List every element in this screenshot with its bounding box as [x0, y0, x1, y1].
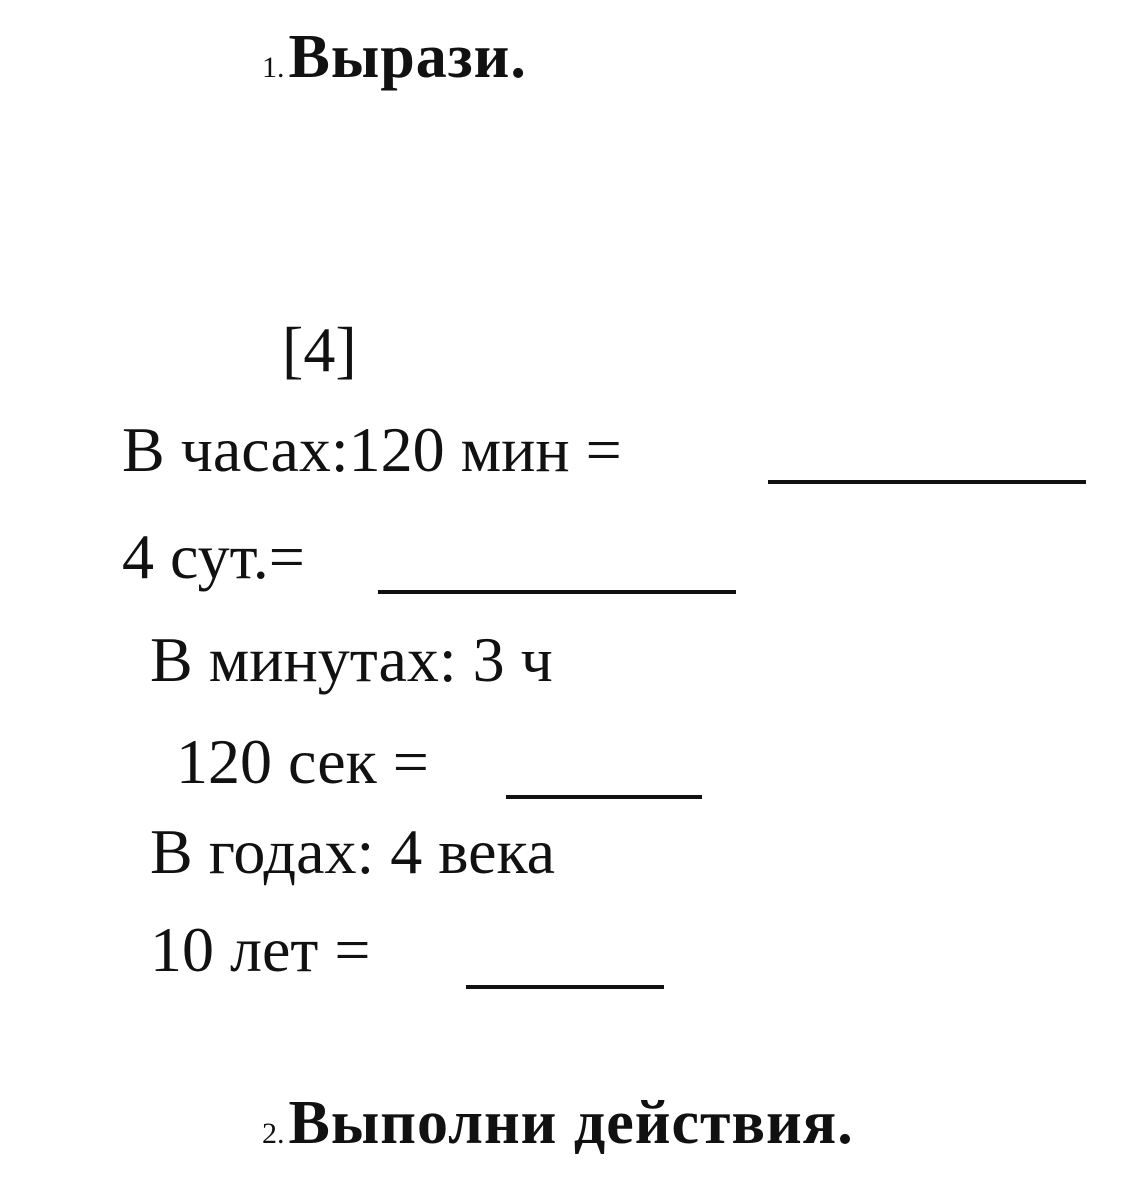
- task-1-title: Вырази.: [288, 23, 527, 91]
- years-extra-text: 10 лет =: [150, 914, 371, 985]
- task-2-heading: [262, 1088, 854, 1159]
- points-label: [4]: [282, 314, 357, 385]
- task-1-number: 1.: [262, 51, 285, 84]
- years-conversion-text: В годах: 4 века: [150, 816, 556, 887]
- days-answer-blank[interactable]: [378, 590, 736, 594]
- hours-answer-blank[interactable]: [768, 480, 1086, 484]
- task-2-title: Выполни действия.: [288, 1089, 854, 1157]
- hours-conversion-text: В часах:120 мин =: [122, 414, 622, 485]
- minutes-answer-blank[interactable]: [506, 795, 702, 799]
- seconds-conversion-text: 120 сек =: [176, 726, 429, 797]
- minutes-conversion-text: В минутах: 3 ч: [150, 624, 553, 695]
- task-2-number: 2.: [262, 1117, 285, 1150]
- task-1-heading: [262, 22, 527, 93]
- days-conversion-text: 4 сут.=: [122, 521, 305, 592]
- years-answer-blank[interactable]: [466, 985, 664, 989]
